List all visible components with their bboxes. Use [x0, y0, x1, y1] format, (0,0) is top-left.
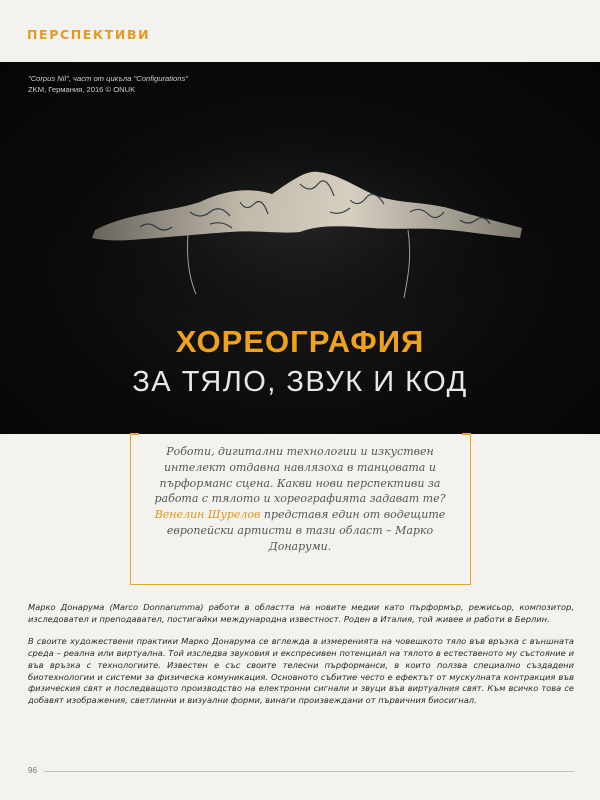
lead-text-part2: представя един от водещите европейски артисти в тази област – Марко Донаруми. [166, 508, 446, 553]
caption-title: "Corpus Nil", част от цикъла "Configurations" [28, 74, 188, 83]
lead-paragraph [140, 444, 460, 555]
page-number: 96 [28, 766, 37, 775]
lead-text-part1: Роботи, дигитални технологии и изкуствен интелект отдавна навлязоха в танцовата и пърформанс сцена. Какви нови перспективи за работа с тялото и хореографията задават те? [154, 445, 446, 506]
lead-author: Венелин Шурелов [154, 508, 261, 522]
article-body [28, 602, 574, 717]
footer-rule [44, 771, 574, 772]
article-title: ХОРЕОГРАФИЯ [175, 324, 425, 359]
caption-credit: ZKM, Германия, 2016 © ONUK [28, 84, 136, 94]
section-label: ПЕРСПЕКТИВИ [27, 27, 151, 42]
body-paragraph-2: В своите художествени практики Марко Донарума се вглежда в измеренията на човешкото тяло във връзка с външната среда – реална или виртуална. Той изследва звуковия и експресивен потенциал на тялото в естественото му състояние и във връзка с технологиите. Известен е със своите телесни пърформанси, в които ползва специално създадени биотехнологии и системи за физическа комуникация. Основното събитие често е ефектът от мускулната контракция във физическия свят и последващото производство на електронни сигнали и звуци във виртуалния свят. Към всичко това се добавят изображения, светлинни и визуални форми, винаги произвеждани от първичния биосигнал. [28, 635, 574, 706]
article-subtitle: ЗА ТЯЛО, ЗВУК И КОД [132, 366, 468, 398]
photo-caption [28, 74, 188, 95]
body-paragraph-1: Марко Донарума (Marco Donnarumma) работи в областта на новите медии като пърформър, режисьор, композитор, изследовател и преподавател, постигайки международна известност. Роден в Италия, той живее и работи в Берлин. [28, 602, 574, 624]
